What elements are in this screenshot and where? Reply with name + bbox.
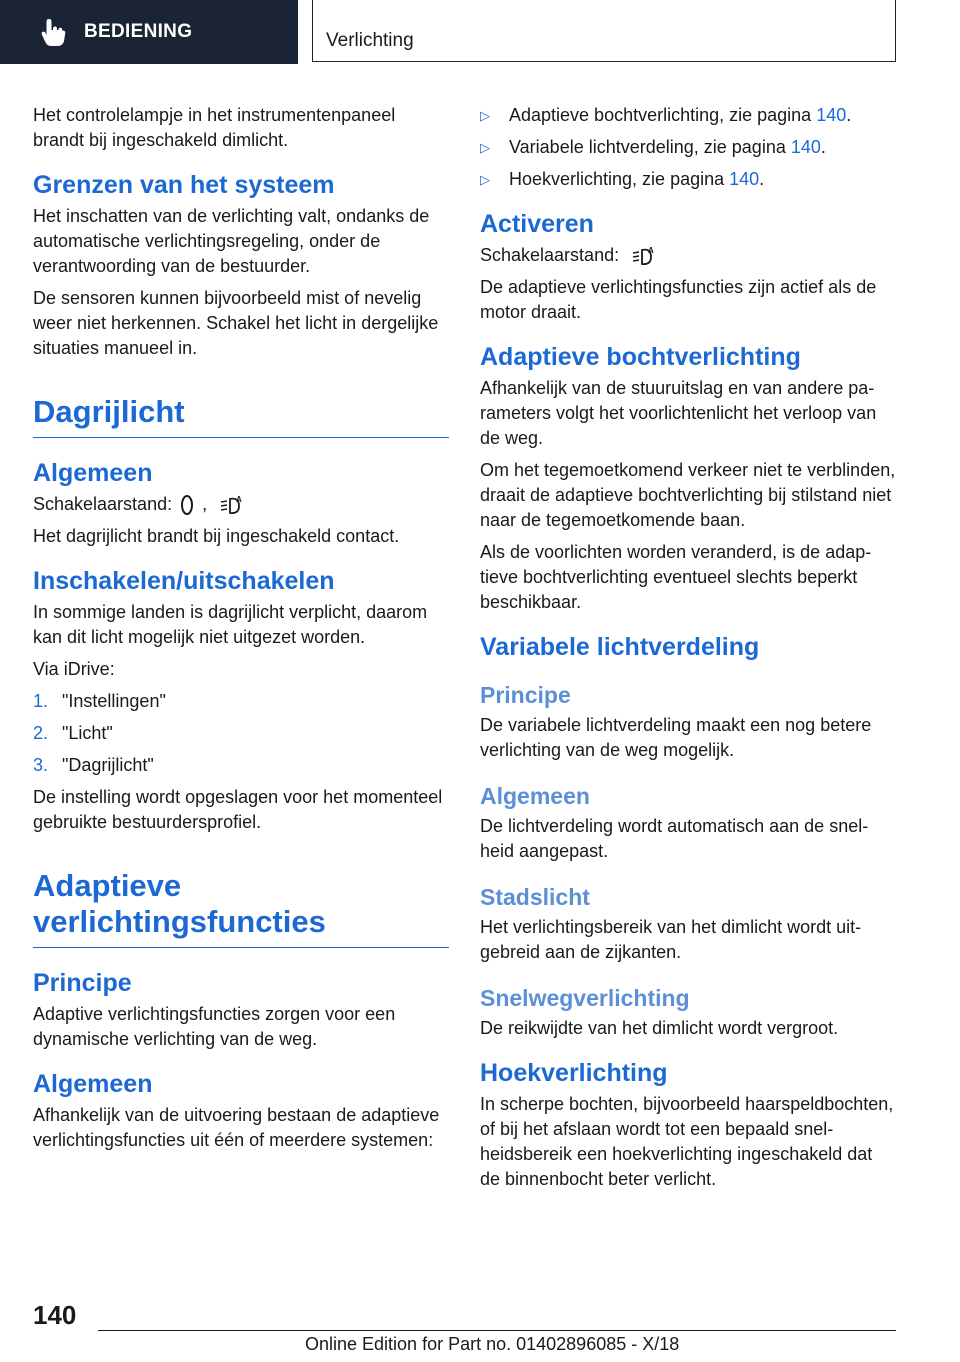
activeren-paragraph: De adaptieve verlichtingsfuncties zijn actief als de motor draait.	[480, 277, 877, 322]
bocht-paragraph-1: Afhankelijk van de stuuruitslag en van andere parameters volgt het voorlichtenlicht het verloop van de weg.	[480, 378, 877, 448]
triangle-bullet-icon: ▷	[480, 172, 490, 187]
snelweg-paragraph: De reikwijdte van het dimlicht wordt vergroot.	[480, 1018, 839, 1038]
left-column	[33, 103, 449, 1160]
list-item	[33, 753, 449, 778]
section-header	[312, 0, 896, 62]
bocht-paragraph-3: Als de voorlichten worden veranderd, is de adaptieve bochtverlichting eventueel slechts beperkt beschikbaar.	[480, 542, 872, 612]
auto-headlight-icon	[219, 494, 245, 516]
ref-end: .	[846, 105, 852, 125]
chapter-label: BEDIENING	[84, 21, 193, 42]
via-idrive: Via iDrive:	[33, 659, 115, 679]
grenzen-paragraph-1: Het inschatten van de verlichting valt, ondanks de automatische verlichtingsregeling, onder de verantwoording van de bestuurder.	[33, 206, 430, 276]
intro-paragraph: Het controlelampje in het instrumentenpaneel brandt bij ingeschakeld dimlicht.	[33, 105, 396, 150]
heading-snelweg: Snelwegverlichting	[480, 985, 690, 1011]
heading-grenzen: Grenzen van het systeem	[33, 171, 335, 199]
list-item	[480, 167, 896, 192]
inschakelen-paragraph: In sommige landen is dagrijlicht verplicht, daarom kan dit licht mogelijk niet uitgezet worden.	[33, 602, 428, 647]
ref-end: .	[759, 169, 765, 189]
switch-position-label: Schakelaarstand:	[480, 245, 620, 265]
instelling-paragraph: De instelling wordt opgeslagen voor het momenteel gebruikte bestuurdersprofiel.	[33, 787, 443, 832]
svg-text:A: A	[236, 494, 242, 504]
svg-text:A: A	[648, 245, 654, 255]
section-label: Verlichting	[326, 30, 414, 51]
auto-headlight-icon	[631, 245, 657, 267]
heading-dagrijlicht: Dagrijlicht	[33, 394, 449, 438]
hoek-paragraph: In scherpe bochten, bijvoorbeeld haarspeldbochten, of bij het afslaan wordt tot een bepaald snelheidsbereik een hoekverlichting ingeschakeld dat de binnenbocht beter verlicht.	[480, 1094, 894, 1189]
ref-text	[509, 103, 851, 128]
dagrijlicht-paragraph: Het dagrijlicht brandt bij ingeschakeld contact.	[33, 526, 400, 546]
list-item	[480, 135, 896, 160]
list-item	[33, 721, 449, 746]
ref-end: .	[820, 137, 826, 157]
heading-algemeen-2: Algemeen	[33, 1070, 153, 1098]
triangle-bullet-icon: ▷	[480, 108, 490, 123]
switch-position-label: Schakelaarstand:	[33, 494, 173, 514]
page-link[interactable]: 140	[790, 137, 821, 157]
heading-adaptieve-line2: verlichtingsfuncties	[33, 904, 326, 939]
stadslicht-paragraph: Het verlichtingsbereik van het dimlicht wordt uitgebreid aan de zijkanten.	[480, 917, 862, 962]
step-text: "Dagrijlicht"	[62, 755, 154, 775]
ref-text	[509, 135, 826, 160]
step-text: "Instellingen"	[62, 691, 166, 711]
bocht-paragraph-2: Om het tegemoetkomend verkeer niet te verblinden, draait de adaptieve bochtverlichting bij stilstand niet naar de tegemoetkomende baan.	[480, 460, 896, 530]
page-link[interactable]: 140	[729, 169, 760, 189]
heading-hoekverlichting: Hoekverlichting	[480, 1059, 668, 1087]
principe-right-paragraph: De variabele lichtverdeling maakt een nog betere verlichting van de weg mogelijk.	[480, 715, 872, 760]
algemeen-right-paragraph: De lichtverdeling wordt automatisch aan de snelheid aangepast.	[480, 816, 869, 861]
heading-algemeen: Algemeen	[33, 459, 153, 487]
page-number: 140	[33, 1300, 77, 1330]
heading-inschakelen: Inschakelen/uitschakelen	[33, 567, 335, 595]
heading-adaptieve	[33, 868, 449, 948]
ref-label: Variabele lichtverdeling, zie pagina	[509, 137, 791, 157]
ref-text	[509, 167, 764, 192]
triangle-bullet-icon: ▷	[480, 140, 490, 155]
right-column	[480, 103, 896, 1199]
heading-bochtverlichting: Adaptieve bochtverlichting	[480, 343, 801, 371]
ref-label: Hoekverlichting, zie pagina	[509, 169, 730, 189]
footer-divider	[98, 1330, 896, 1331]
list-item	[33, 689, 449, 714]
heading-adaptieve-line1: Adaptieve	[33, 868, 182, 903]
heading-principe-right: Principe	[480, 682, 571, 708]
heading-algemeen-right: Algemeen	[480, 783, 590, 809]
heading-principe: Principe	[33, 969, 132, 997]
step-number: 2.	[33, 723, 49, 743]
switch-position-row	[33, 492, 449, 517]
heading-stadslicht: Stadslicht	[480, 884, 590, 910]
heading-variabele: Variabele lichtverdeling	[480, 633, 760, 661]
algemeen-2-paragraph: Afhankelijk van de uitvoering bestaan de adaptieve verlichtingsfuncties uit één of meerdere systemen:	[33, 1105, 440, 1150]
ref-label: Adaptieve bochtverlichting, zie pagina	[509, 105, 817, 125]
heading-activeren: Activeren	[480, 210, 594, 238]
chapter-tab	[0, 0, 298, 64]
step-number: 1.	[33, 691, 49, 711]
step-text: "Licht"	[62, 723, 113, 743]
page-link[interactable]: 140	[816, 105, 847, 125]
switch-off-icon	[180, 494, 194, 516]
switch-separator: ,	[202, 494, 208, 514]
principe-paragraph: Adaptive verlichtingsfuncties zorgen voor een dynamische verlichting van de weg.	[33, 1004, 396, 1049]
step-number: 3.	[33, 755, 49, 775]
footer-edition: Online Edition for Part no. 01402896085 - X/18	[305, 1334, 680, 1354]
hand-pointer-icon	[40, 17, 66, 47]
switch-position-row	[480, 243, 896, 268]
list-item	[480, 103, 896, 128]
grenzen-paragraph-2: De sensoren kunnen bijvoorbeeld mist of nevelig weer niet herkennen. Schakel het licht in dergelijke situaties manueel in.	[33, 288, 439, 358]
